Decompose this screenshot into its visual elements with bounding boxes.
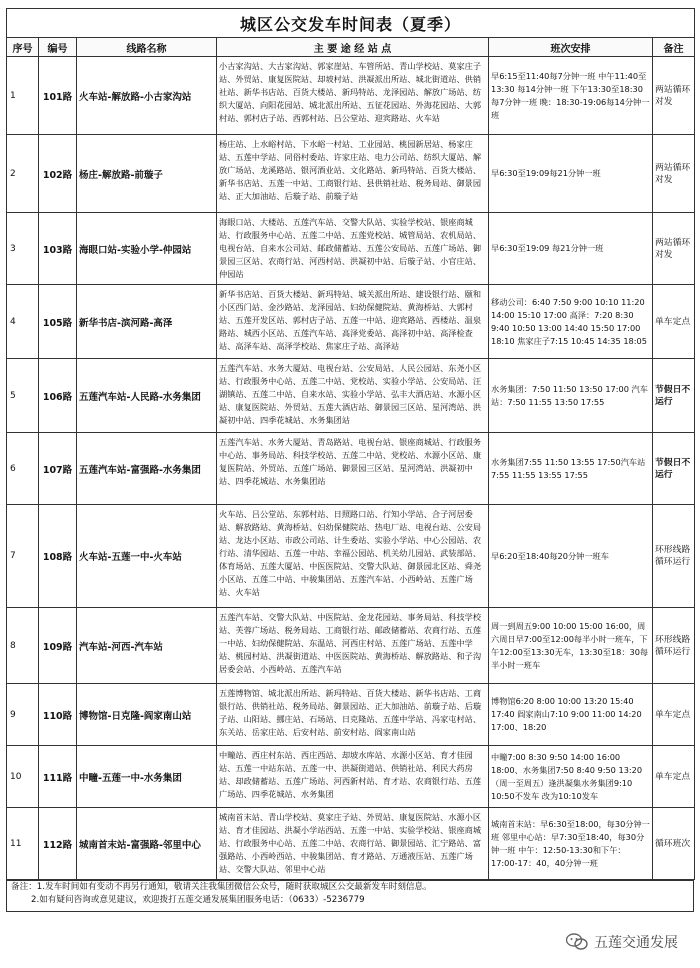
row-index: 4: [7, 285, 39, 359]
route-note: 节假日不运行: [653, 433, 695, 505]
route-name: 杨庄-解放路-前璇子: [77, 135, 217, 213]
route-note: 两站循环对发: [653, 213, 695, 285]
route-name: 城南首末站-富强路-邻里中心: [77, 808, 217, 880]
table-row: [7, 57, 695, 135]
row-index: 6: [7, 433, 39, 505]
route-number: 112路: [39, 808, 77, 880]
row-index: 8: [7, 608, 39, 684]
table-row: [7, 213, 695, 285]
route-note: 两站循环对发: [653, 135, 695, 213]
route-stops: 杨庄站、上水峪村站、下水峪一村站、工业园站、桃园新居站、杨家庄站、五莲中学站、同俗村委站、许家庄站、电力公司站、纺织大厦站、解放广场站、龙溪路站、银河酒业站、文化路站、新玛特站、百货大楼站、新华书店站、五莲一中站、工商银行站、县供销社站、税务局站、御景园站、正大加油站、后璇子站、前璇子站: [217, 135, 489, 213]
route-note: 环形线路循环运行: [653, 608, 695, 684]
route-schedule: 周一到周五9:00 10:00 15:00 16:00，周六周日早7:00至12:00每半小时一班车，下午12:00至13:30无车，13:30至18：30每半小时一班车: [489, 608, 653, 684]
table-row: [7, 746, 695, 808]
route-stops: 五莲汽车站、水务大厦站、电视台站、公安局站、人民公园站、东尧小区站、行政服务中心站、五莲二中站、党校站、实验小学站、公安局站、汪湖镇站、五莲二中站、自来水站、实验小学站、弘丰大酒店站、水源小区站、康复医院站、外贸站、五莲大酒店站、御景园三区站、星河湾站、洪凝初中站、四季花城站、水务集团站: [217, 359, 489, 433]
timetable: [6, 8, 695, 880]
route-number: 108路: [39, 505, 77, 608]
route-name: 中疃-五莲一中-水务集团: [77, 746, 217, 808]
route-number: 105路: [39, 285, 77, 359]
route-name: 新华书店-滨河路-高泽: [77, 285, 217, 359]
header-code: 编号: [39, 38, 77, 57]
header-name: 线路名称: [77, 38, 217, 57]
route-number: 111路: [39, 746, 77, 808]
header-row: [7, 38, 695, 57]
route-stops: 五莲博物馆、城北派出所站、新玛特站、百货大楼站、新华书店站、工商银行站、供销社站、税务局站、御景园站、正大加油站、前璇子站、后璇子站、山阳站、挪庄站、石场站、日克隆站、五莲中学站、冯家屯村站、东关站、岳家庄站、后安村站、前安村站、阎家南山站: [217, 684, 489, 746]
header-schedule: 班次安排: [489, 38, 653, 57]
footnote-2: 2.如有疑问咨询或意见建议，欢迎拨打五莲交通发展集团服务电话：（0633）-5236779: [31, 895, 365, 905]
route-note: 节假日不运行: [653, 359, 695, 433]
route-schedule: 城南首末站：早6:30至18:00，每30分钟一班 邻里中心站：早7:30至18:40，每30分钟一班 中午：12:50-13:30和下午：17:00-17：40，40分钟一班: [489, 808, 653, 880]
route-name: 五莲汽车站-富强路-水务集团: [77, 433, 217, 505]
row-index: 7: [7, 505, 39, 608]
row-index: 2: [7, 135, 39, 213]
route-schedule: 水务集团7:55 11:50 13:55 17:50汽车站7:55 11:55 13:55 17:55: [489, 433, 653, 505]
route-name: 火车站-解放路-小古家沟站: [77, 57, 217, 135]
route-schedule: 博物馆6:20 8:00 10:00 13:20 15:40 17:40 阎家南山7:10 9:00 11:00 14:20 17:00、18:20: [489, 684, 653, 746]
header-note: 备注: [653, 38, 695, 57]
route-schedule: 早6:20至18:40每20分钟一班车: [489, 505, 653, 608]
route-name: 博物馆-日克隆-阎家南山站: [77, 684, 217, 746]
route-name: 五莲汽车站-人民路-水务集团: [77, 359, 217, 433]
footnotes-table: [6, 880, 694, 912]
route-stops: 五莲汽车站、水务大厦站、青岛路站、电视台站、银座商城站、行政服务中心站、事务局站、科技学校站、五莲二中站、党校站、水源小区站、康复医院站、外贸站、五莲广场站、御景园三区站、星河湾站、洪凝初中站、四季花城站、水务集团站: [217, 433, 489, 505]
route-schedule: 中疃7:00 8:30 9:50 14:00 16:00 18:00、水务集团7:50 8:40 9:50 13:20 （周一至周五）逢洪凝集水务集团9:10 10:50不发车 改为10:10发车: [489, 746, 653, 808]
table-row: [7, 359, 695, 433]
route-schedule: 早6:15至11:40每7分钟一班 中午11:40至13:30 每14分钟一班 下午13:30至18:30每7分钟一班 晚：18:30-19:06每14分钟一班: [489, 57, 653, 135]
row-index: 9: [7, 684, 39, 746]
row-index: 5: [7, 359, 39, 433]
route-schedule: 移动公司：6:40 7:50 9:00 10:10 11:20 14:00 15:10 17:00 高泽：7:20 8:30 9:40 10:50 13:00 14:40 15:50 17:00 18:10 焦家庄子7:15 10:45 14:35 18:05: [489, 285, 653, 359]
timetable-page: [6, 8, 694, 912]
row-index: 3: [7, 213, 39, 285]
route-schedule: 早6:30至19:09每21分钟一班: [489, 135, 653, 213]
route-schedule: 水务集团：7:50 11:50 13:50 17:00 汽车站：7:50 11:55 13:50 17:55: [489, 359, 653, 433]
route-note: 单车定点: [653, 684, 695, 746]
route-stops: 小古家沟站、大古家沟站、郭家崖站、车管所站、青山学校站、莫家庄子站、外贸站、康复医院站、却坡村站、洪凝派出所站、城北街道站、供销社站、新华书店站、百货大楼站、新玛特站、龙泽园站、解放广场站、纺织大厦站、向阳花园站、城北派出所站、五征花园站、外海花园站、大郭村站、郭村店子站、西郭村站、吕公堂站、迎宾路站、火车站: [217, 57, 489, 135]
route-note: 单车定点: [653, 285, 695, 359]
row-index: 10: [7, 746, 39, 808]
route-number: 106路: [39, 359, 77, 433]
route-number: 107路: [39, 433, 77, 505]
route-name: 汽车站-河西-汽车站: [77, 608, 217, 684]
table-row: [7, 135, 695, 213]
table-row: [7, 808, 695, 880]
route-note: 循环班次: [653, 808, 695, 880]
table-row: [7, 505, 695, 608]
route-stops: 海眼口站、大楼站、五莲汽车站、交警大队站、实验学校站、银座商城站、行政服务中心站、五莲二中站、五莲党校站、城管局站、农机局站、电视台站、自来水公司站、邮政储蓄站、五莲公安局站、五莲广场站、御景园三区站、农商行站、河西村站、洪凝初中站、后璇子站、小官庄站、仲园站: [217, 213, 489, 285]
route-name: 火车站-五莲一中-火车站: [77, 505, 217, 608]
row-index: 1: [7, 57, 39, 135]
table-row: [7, 684, 695, 746]
route-number: 101路: [39, 57, 77, 135]
route-note: 环形线路循环运行: [653, 505, 695, 608]
route-schedule: 早6:30至19:09 每21分钟一班: [489, 213, 653, 285]
header-stops: 主 要 途 经 站 点: [217, 38, 489, 57]
route-note: 两站循环对发: [653, 57, 695, 135]
route-stops: 火车站、吕公堂站、东郭村站、日照路口站、行知小学站、合子河居委站、解放路站、黄海桥站、妇幼保健院站、热电厂站、电视台站、公安局站、龙达小区站、市政公司站、计生委站、实验小学站、中心公园站、农行站、清华园站、五莲一中站、幸福公园站、机关幼儿园站、武装部站、体育场站、五莲大厦站、中医医院站、交警大队站、御景园北区站、舜尧小区站、五莲二中站、中骏集团站、五莲汽车站、小西岭站、五莲广场站、火车站: [217, 505, 489, 608]
wechat-icon: [566, 933, 588, 951]
page-title: 城区公交发车时间表（夏季）: [7, 9, 695, 38]
route-number: 109路: [39, 608, 77, 684]
route-number: 103路: [39, 213, 77, 285]
route-name: 海眼口站-实验小学-仲园站: [77, 213, 217, 285]
watermark: [566, 932, 678, 952]
route-stops: 中疃站、西庄村东站、西庄西站、却坡水库站、水源小区站、育才佳园站、五莲一中站东站、五莲一中、洪凝街道站、供销社站、利民大药房站、却政储蓄站、五莲广场站、河西新村站、育才站、农商银行站、五莲广场站、四季花城站、水务集团: [217, 746, 489, 808]
table-row: [7, 433, 695, 505]
route-stops: 五莲汽车站、交警大队站、中医院站、金龙花园站、事务局站、科技学校站、芙蓉广场站、税务局站、工商银行站、邮政储蓄站、农商行站、五莲一中站、妇幼保健院站、东温站、河西庄村站、五莲广场站、五莲中学站、桃园村站、洪凝街道站、中医医院站、黄海桥站、解放路站、和子沟居委会站、小西岭站、五莲汽车站: [217, 608, 489, 684]
header-idx: 序号: [7, 38, 39, 57]
footnotes: [7, 881, 694, 912]
table-row: [7, 608, 695, 684]
watermark-text: 五莲交通发展: [594, 935, 678, 951]
row-index: 11: [7, 808, 39, 880]
footnote-1: 备注：1.发车时间如有变动不再另行通知，敬请关注我集团微信公众号，随时获取城区公交最新发车时刻信息。: [11, 882, 432, 892]
route-number: 102路: [39, 135, 77, 213]
route-note: 单车定点: [653, 746, 695, 808]
route-stops: 城南首末站、青山学校站、莫家庄子站、外贸站、康复医院站、水源小区站、育才佳园站、洪凝小学站西站、五莲一中站、实验学校站、银座商城站、行政服务中心站、五莲二中站、农商行站、御景园站、汇宁路站、富强路站、小西岭西站、中骏集团站、育才路站、万通液压站、五莲广场站、交警大队站、邻里中心站: [217, 808, 489, 880]
route-stops: 新华书店站、百货大楼站、新玛特站、城关派出所站、建设银行站、颐和小区西门站、金沙路站、龙泽园站、妇幼保健院站、黄海桥站、大郭村站、五莲开发区站、郭村店子站、五莲一中站、迎宾路站、西楼站、温泉路站、城西小区站、五莲汽车站、高泽党委站、高泽初中站、高泽检查站、高泽车站、高泽学校站、焦家庄子站、高泽站: [217, 285, 489, 359]
table-row: [7, 285, 695, 359]
route-number: 110路: [39, 684, 77, 746]
